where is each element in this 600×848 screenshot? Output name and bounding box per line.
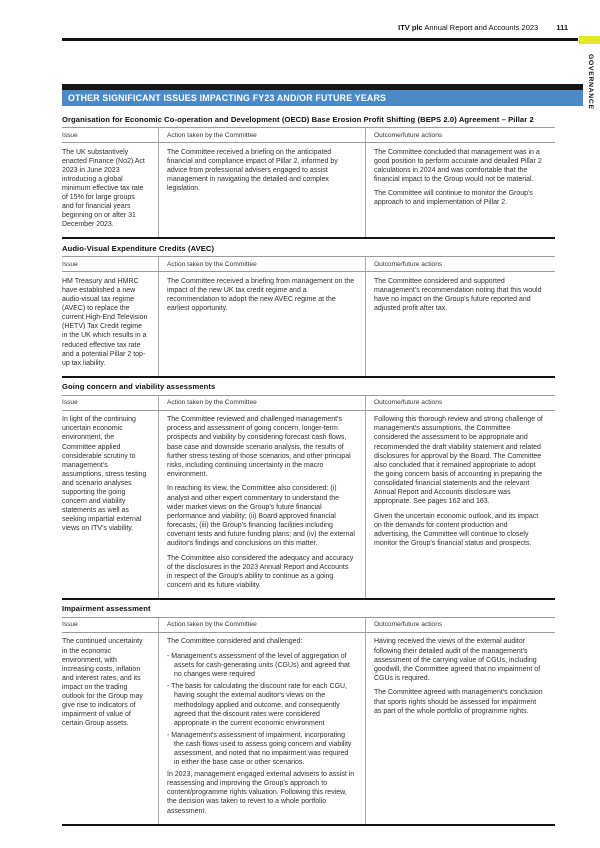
issue-cell bbox=[62, 633, 158, 824]
column-header-outcome: Outcome/future actions bbox=[365, 396, 555, 410]
paragraph: HM Treasury and HMRC have established a new audio-visual tax regime (AVEC) to replace the current High-End Television (HETV) Tax Credit regime in the UK which results in a reduced effective tax rate and a potential Pillar 2 top-up tax liability. bbox=[62, 277, 148, 367]
paragraph: Following this thorough review and strong challenge of management's assumptions, the Committee considered the assessment to be appropriate and recommended the draft viability statement and related disclosures for approval by the Board. The Committee also concluded that it remained appropriate to adopt the going concern basis of accounting in preparing the consolidated financial statements and the relevant Annual Report and Accounts disclosure was appropriate. See pages 162 and 163. bbox=[374, 416, 543, 506]
governance-tab-label: GOVERNANCE bbox=[587, 54, 594, 110]
section-heading: Audio-Visual Expenditure Credits (AVEC) bbox=[62, 243, 215, 253]
table-section bbox=[62, 598, 555, 824]
paragraph: The Committee received a briefing from management on the impact of the new UK tax credit regime and a recommendation to adopt the new AVEC regime at the earliest opportunity. bbox=[167, 277, 355, 313]
paragraph: The Committee also considered the adequacy and accuracy of the disclosures in the 2023 Annual Report and Accounts in respect of the Group's ability to continue as a going concern and its future viability. bbox=[167, 554, 354, 589]
report-title: Annual Report and Accounts 2023 bbox=[424, 23, 539, 32]
paragraph: In reaching its view, the Committee also considered: (i) analyst and other expert commentary to understand the wider market views on the Group's future financial performance and viability; (ii) Board approved financial forecasts; (iii) the Group's financing facilities including covenant tests and future funding plans; and (iv) the external auditor's findings and conclusions on this matter. bbox=[167, 485, 355, 547]
action-cell bbox=[158, 633, 365, 824]
banner bbox=[62, 84, 583, 106]
paragraph: The Committee agreed with management's conclusion that sports rights should be assessed for impairment as part of the whole portfolio of programme rights. bbox=[374, 689, 543, 715]
paragraph: The Committee will continue to monitor the Group's approach to and implementation of Pillar 2. bbox=[374, 190, 533, 207]
bullet-item: - Management's assessment of the level of aggregation of assets for cash-generating units (CGUs) and agreed that no changes were required bbox=[167, 653, 350, 679]
banner-title: OTHER SIGNIFICANT ISSUES IMPACTING FY23 AND/OR FUTURE YEARS bbox=[62, 90, 583, 106]
issue-cell bbox=[62, 272, 158, 375]
issue-cell bbox=[62, 143, 158, 237]
table-section bbox=[62, 376, 555, 598]
column-header-action: Action taken by the Committee bbox=[158, 618, 365, 632]
paragraph: The Committee received a briefing on the anticipated financial and compliance impact of Pillar 2, informed by advice from professional advisers engaged to assist management in navigating the detailed and complex legislation. bbox=[167, 148, 338, 192]
column-header-issue: Issue bbox=[62, 131, 78, 139]
outcome-cell bbox=[365, 633, 555, 824]
outcome-cell bbox=[365, 411, 555, 598]
brand-text: ITV plc bbox=[398, 23, 423, 32]
column-header-row bbox=[62, 617, 555, 633]
outcome-cell bbox=[365, 272, 555, 375]
issue-cell bbox=[62, 411, 158, 598]
section-heading: Organisation for Economic Co-operation and Development (OECD) Base Erosion Profit Shifting (BEPS 2.0) Agreement – Pillar 2 bbox=[62, 114, 534, 124]
outcome-cell bbox=[365, 143, 555, 237]
column-header-action: Action taken by the Committee bbox=[158, 257, 365, 271]
table-section bbox=[62, 110, 555, 237]
column-header-outcome: Outcome/future actions bbox=[365, 128, 555, 142]
column-header-action: Action taken by the Committee bbox=[158, 128, 365, 142]
section-body-row bbox=[62, 272, 555, 375]
paragraph: The continued uncertainty in the economic environment, with increasing costs, inflation and interest rates, and its impact on the trading outlook for the Group may give rise to indicators of impairment of value of certain Group assets. bbox=[62, 638, 143, 728]
section-body-row bbox=[62, 411, 555, 598]
column-header-row bbox=[62, 127, 555, 143]
paragraph: The UK substantively enacted Finance (No2) Act 2023 in June 2023 introducing a global minimum effective tax rate of 15% for large groups and for financial years beginning on or after 31 December 2023. bbox=[62, 148, 145, 229]
paragraph: The Committee considered and challenged: bbox=[167, 638, 303, 646]
paragraph: Having received the views of the external auditor following their detailed audit of the management's assessment of the carrying value of CGUs, including goodwill, the Committee agreed that no impairment of CGUs is required. bbox=[374, 638, 541, 682]
column-header-outcome: Outcome/future actions bbox=[365, 618, 555, 632]
paragraph: Given the uncertain economic outlook, and its impact on the demands for content production and advertising, the Committee will continue to closely monitor the Group's financial status and prospects. bbox=[374, 512, 539, 547]
page-number: 111 bbox=[556, 23, 568, 32]
column-header-issue: Issue bbox=[62, 621, 78, 629]
header-rule bbox=[62, 38, 578, 41]
column-header-issue: Issue bbox=[62, 399, 78, 407]
column-header-row bbox=[62, 395, 555, 411]
section-heading: Impairment assessment bbox=[62, 604, 151, 614]
paragraph: In light of the continuing uncertain economic environment, the Committee applied considerable scrutiny to management's assumptions, stress testing and scenario analyses supporting the going concern and viability statements as well as seeking impartial external views on ITV's viability. bbox=[62, 416, 147, 533]
section-body-row bbox=[62, 143, 555, 237]
action-cell bbox=[158, 272, 365, 375]
page-header bbox=[398, 23, 568, 32]
issues-table bbox=[62, 110, 555, 826]
paragraph: The Committee reviewed and challenged management's process and assessment of going concern, longer-term prospects and viability by considering forecast cash flows, base case and downside scenario analysis, the results of further stress testing of those scenarios, and other principal risks, including continuing uncertainty in the macro environment. bbox=[167, 416, 351, 478]
section-accent-bar bbox=[579, 36, 600, 44]
column-header-row bbox=[62, 256, 555, 272]
bullet-item: - Management's assessment of impairment, incorporating the cash flows used to assess going concern and viability assessment, and noted that no impairment was required in either the base case or other scenarios. bbox=[167, 731, 352, 767]
action-cell bbox=[158, 143, 365, 237]
section-body-row bbox=[62, 633, 555, 824]
column-header-action: Action taken by the Committee bbox=[158, 396, 365, 410]
column-header-issue: Issue bbox=[62, 260, 78, 268]
paragraph: The Committee considered and supported management's recommendation noting that this would have no impact on the Group's future reported and adjusted profit after tax. bbox=[374, 277, 542, 313]
table-section bbox=[62, 237, 555, 375]
paragraph: In 2023, management engaged external advisers to assist in reassessing and improving the Group's approach to content/programme rights valuation. Following this review, the decision was taken to revert to a whole portfolio assessment. bbox=[167, 771, 355, 815]
section-heading: Going concern and viability assessments bbox=[62, 382, 216, 392]
action-cell bbox=[158, 411, 365, 598]
column-header-outcome: Outcome/future actions bbox=[365, 257, 555, 271]
paragraph: The Committee concluded that management was in a good position to perform accurate and detailed Pillar 2 calculations in 2024 and was comfortable that the financial impact to the Group would not be material. bbox=[374, 148, 542, 183]
bullet-item: - The basis for calculating the discount rate for each CGU, having sought the external auditor's views on the methodology applied and outcome, and consequently agreed that the discount rates were considered appropriate in the current economic environment bbox=[167, 683, 348, 727]
